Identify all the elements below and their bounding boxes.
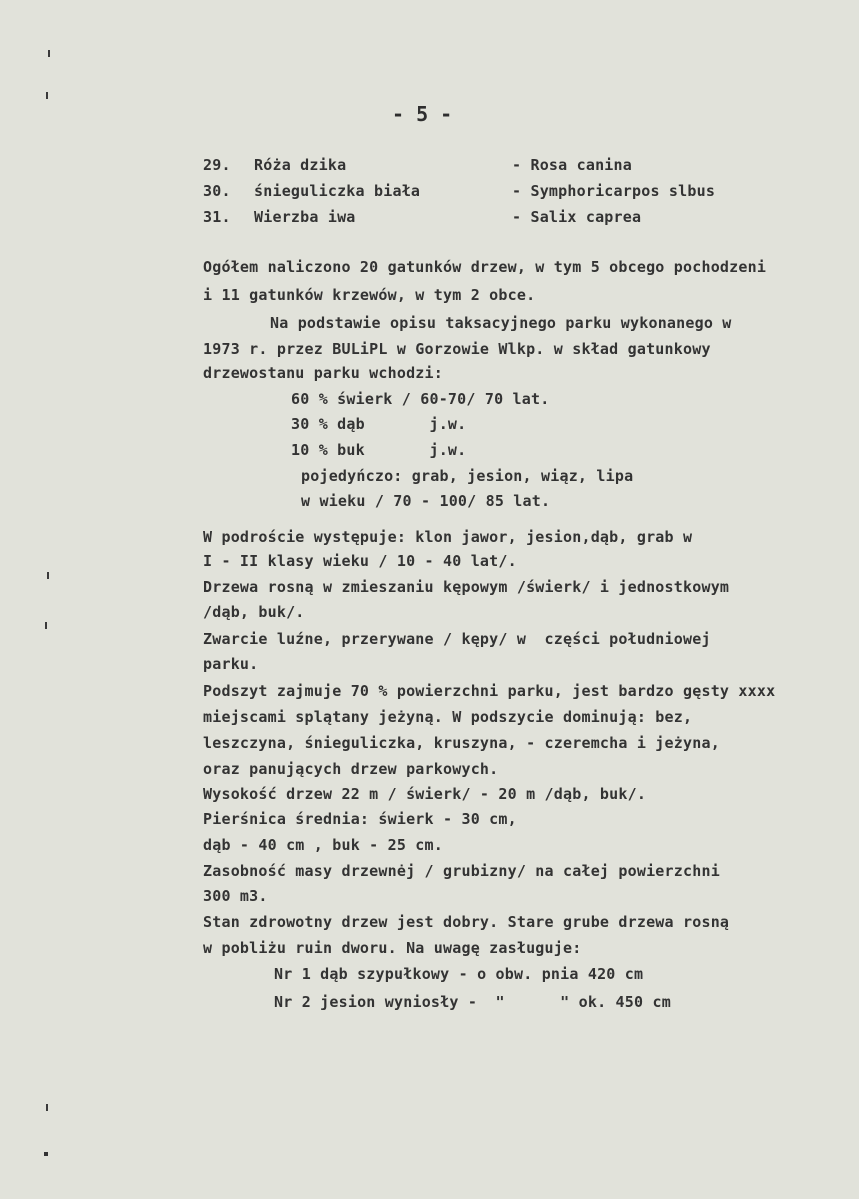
body-line: drzewostanu parku wchodzi:: [203, 364, 443, 382]
body-line: 30 % dąb j.w.: [291, 415, 467, 433]
body-line: dąb - 40 cm , buk - 25 cm.: [203, 836, 443, 854]
body-line: 10 % buk j.w.: [291, 441, 467, 459]
species-polish-name: Róża dzika: [254, 156, 347, 174]
species-latin-name: - Salix caprea: [512, 208, 642, 226]
species-number: 30.: [203, 182, 231, 200]
body-line: parku.: [203, 655, 259, 673]
species-number: 29.: [203, 156, 231, 174]
body-line: Nr 1 dąb szypułkowy - o obw. pnia 420 cm: [274, 965, 644, 983]
margin-mark: [44, 1152, 48, 1156]
body-line: Stan zdrowotny drzew jest dobry. Stare grube drzewa rosną: [203, 913, 730, 931]
body-line: Ogółem naliczono 20 gatunków drzew, w tym 5 obcego pochodzeni: [203, 258, 767, 276]
body-line: 60 % świerk / 60-70/ 70 lat.: [291, 390, 550, 408]
species-number: 31.: [203, 208, 231, 226]
margin-mark: [46, 92, 48, 99]
body-line: w pobliżu ruin dworu. Na uwagę zasługuje:: [203, 939, 582, 957]
species-latin-name: - Symphoricarpos slbus: [512, 182, 716, 200]
body-line: leszczyna, śnieguliczka, kruszyna, - czeremcha i jeżyna,: [203, 734, 720, 752]
body-line: Podszyt zajmuje 70 % powierzchni parku, jest bardzo gęsty xxxx: [203, 682, 776, 700]
body-line: 300 m3.: [203, 887, 268, 905]
body-line: i 11 gatunków krzewów, w tym 2 obce.: [203, 286, 536, 304]
body-line: Pierśnica średnia: świerk - 30 cm,: [203, 810, 517, 828]
body-line: 1973 r. przez BULiPL w Gorzowie Wlkp. w skład gatunkowy: [203, 340, 711, 358]
species-polish-name: śnieguliczka biała: [254, 182, 421, 200]
species-latin-name: - Rosa canina: [512, 156, 632, 174]
body-line: w wieku / 70 - 100/ 85 lat.: [301, 492, 551, 510]
body-line: Nr 2 jesion wyniosły - " " ok. 450 cm: [274, 993, 671, 1011]
margin-mark: [46, 1104, 48, 1111]
body-line: Zwarcie luźne, przerywane / kępy/ w części południowej: [203, 630, 711, 648]
body-line: W podroście występuje: klon jawor, jesion,dąb, grab w: [203, 528, 693, 546]
body-line: Wysokość drzew 22 m / świerk/ - 20 m /dąb, buk/.: [203, 785, 647, 803]
body-line: Drzewa rosną w zmieszaniu kępowym /świerk/ i jednostkowym: [203, 578, 730, 596]
body-line: Zasobność masy drzewnėj / grubizny/ na całej powierzchni: [203, 862, 720, 880]
margin-mark: [45, 622, 47, 629]
body-line: I - II klasy wieku / 10 - 40 lat/.: [203, 552, 517, 570]
page-number: - 5 -: [392, 102, 453, 126]
species-polish-name: Wierzba iwa: [254, 208, 356, 226]
margin-mark: [48, 50, 50, 57]
body-line: Na podstawie opisu taksacyjnego parku wykonanego w: [270, 314, 732, 332]
body-line: miejscami splątany jeżyną. W podszycie dominują: bez,: [203, 708, 693, 726]
body-line: oraz panujących drzew parkowych.: [203, 760, 499, 778]
body-line: pojedyńczo: grab, jesion, wiąz, lipa: [301, 467, 634, 485]
margin-mark: [47, 572, 49, 579]
body-line: /dąb, buk/.: [203, 603, 305, 621]
